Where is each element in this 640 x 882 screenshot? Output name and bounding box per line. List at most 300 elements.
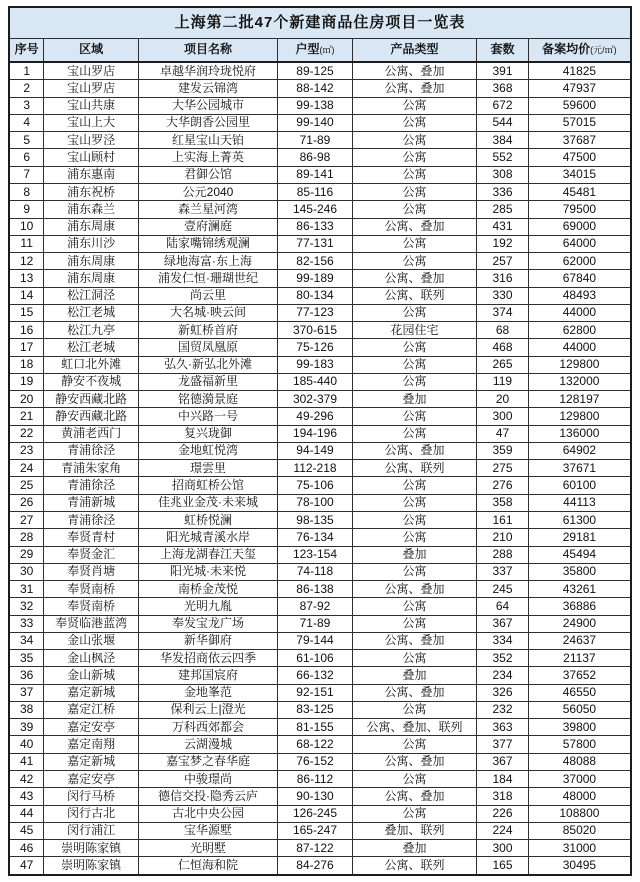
cell-unit-count: 352 <box>477 650 529 667</box>
cell-unit-area: 79-144 <box>278 632 353 649</box>
cell-unit-area: 76-134 <box>278 529 353 546</box>
cell-unit-area: 126-245 <box>278 805 353 822</box>
cell-unit-area: 89-141 <box>278 166 353 183</box>
housing-project-table-wrap <box>8 6 632 876</box>
cell-no: 19 <box>9 373 44 390</box>
cell-avg-price: 129800 <box>528 356 631 373</box>
cell-product-type: 公寓 <box>352 512 476 529</box>
cell-region: 松江老城 <box>44 339 139 356</box>
cell-unit-area: 75-106 <box>278 477 353 494</box>
table-row <box>9 477 631 494</box>
cell-unit-count: 337 <box>477 563 529 580</box>
table-row <box>9 684 631 701</box>
cell-product-type: 公寓 <box>352 304 476 321</box>
cell-unit-area: 78-100 <box>278 494 353 511</box>
cell-product-type: 公寓 <box>352 771 476 788</box>
cell-unit-count: 288 <box>477 546 529 563</box>
table-row <box>9 598 631 615</box>
cell-region: 宝山罗泾 <box>44 132 139 149</box>
cell-no: 25 <box>9 477 44 494</box>
cell-unit-count: 275 <box>477 460 529 477</box>
table-row <box>9 97 631 114</box>
cell-project-name: 阳光城青溪水岸 <box>138 529 277 546</box>
cell-unit-count: 316 <box>477 270 529 287</box>
cell-unit-count: 119 <box>477 373 529 390</box>
cell-unit-count: 384 <box>477 132 529 149</box>
cell-avg-price: 35800 <box>528 563 631 580</box>
cell-unit-area: 165-247 <box>278 822 353 839</box>
cell-no: 11 <box>9 235 44 252</box>
cell-no: 2 <box>9 80 44 97</box>
cell-region: 奉贤金汇 <box>44 546 139 563</box>
table-header-row <box>9 39 631 63</box>
cell-project-name: 上海龙湖春江天玺 <box>138 546 277 563</box>
cell-product-type: 公寓 <box>352 701 476 718</box>
cell-project-name: 龙盛福新里 <box>138 373 277 390</box>
cell-product-type: 公寓 <box>352 253 476 270</box>
table-row <box>9 235 631 252</box>
cell-product-type: 公寓、叠加 <box>352 581 476 598</box>
cell-product-type: 公寓 <box>352 373 476 390</box>
cell-unit-count: 226 <box>477 805 529 822</box>
cell-no: 6 <box>9 149 44 166</box>
cell-product-type: 公寓 <box>352 356 476 373</box>
table-row <box>9 166 631 183</box>
cell-region: 奉贤青村 <box>44 529 139 546</box>
cell-product-type: 公寓 <box>352 598 476 615</box>
cell-project-name: 浦发仁恒·珊瑚世纪 <box>138 270 277 287</box>
cell-product-type: 叠加 <box>352 667 476 684</box>
cell-unit-count: 318 <box>477 788 529 805</box>
table-row <box>9 132 631 149</box>
cell-no: 36 <box>9 667 44 684</box>
cell-region: 嘉定安亭 <box>44 719 139 736</box>
table-row <box>9 391 631 408</box>
cell-project-name: 新虹桥首府 <box>138 322 277 339</box>
cell-avg-price: 67840 <box>528 270 631 287</box>
cell-avg-price: 36886 <box>528 598 631 615</box>
cell-product-type: 公寓、叠加 <box>352 684 476 701</box>
cell-region: 金山枫泾 <box>44 650 139 667</box>
column-header-label: 备案均价 <box>542 42 591 57</box>
cell-unit-count: 363 <box>477 719 529 736</box>
cell-project-name: 新华御府 <box>138 632 277 649</box>
cell-no: 4 <box>9 114 44 131</box>
cell-project-name: 奉发宝龙广场 <box>138 615 277 632</box>
cell-no: 15 <box>9 304 44 321</box>
cell-avg-price: 37687 <box>528 132 631 149</box>
cell-no: 16 <box>9 322 44 339</box>
cell-region: 浦东森兰 <box>44 201 139 218</box>
cell-region: 奉贤临港蓝湾 <box>44 615 139 632</box>
cell-product-type: 公寓 <box>352 736 476 753</box>
table-row <box>9 218 631 235</box>
cell-region: 奉贤南桥 <box>44 581 139 598</box>
cell-no: 8 <box>9 183 44 200</box>
cell-product-type: 公寓、叠加 <box>352 270 476 287</box>
column-header-unit-count <box>477 39 529 63</box>
cell-product-type: 公寓、叠加 <box>352 788 476 805</box>
cell-product-type: 公寓 <box>352 529 476 546</box>
cell-unit-area: 68-122 <box>278 736 353 753</box>
cell-unit-count: 165 <box>477 857 529 875</box>
cell-region: 青浦徐泾 <box>44 477 139 494</box>
cell-product-type: 公寓、叠加 <box>352 632 476 649</box>
cell-region: 浦东惠南 <box>44 166 139 183</box>
cell-avg-price: 45481 <box>528 183 631 200</box>
cell-region: 静安不夜城 <box>44 373 139 390</box>
cell-unit-area: 85-116 <box>278 183 353 200</box>
table-row <box>9 494 631 511</box>
cell-unit-count: 184 <box>477 771 529 788</box>
cell-avg-price: 64902 <box>528 442 631 459</box>
cell-avg-price: 44000 <box>528 339 631 356</box>
cell-region: 奉贤肖塘 <box>44 563 139 580</box>
cell-project-name: 万科西郊都会 <box>138 719 277 736</box>
cell-unit-area: 302-379 <box>278 391 353 408</box>
cell-product-type: 公寓 <box>352 132 476 149</box>
column-header-unit-area <box>278 39 353 63</box>
cell-avg-price: 57015 <box>528 114 631 131</box>
cell-no: 33 <box>9 615 44 632</box>
cell-region: 宝山罗店 <box>44 62 139 80</box>
cell-region: 崇明陈家镇 <box>44 857 139 875</box>
cell-unit-area: 112-218 <box>278 460 353 477</box>
cell-unit-count: 330 <box>477 287 529 304</box>
cell-product-type: 公寓 <box>352 425 476 442</box>
cell-avg-price: 37000 <box>528 771 631 788</box>
cell-project-name: 公元2040 <box>138 183 277 200</box>
cell-project-name: 弘久·新弘北外滩 <box>138 356 277 373</box>
cell-no: 29 <box>9 546 44 563</box>
cell-unit-area: 86-112 <box>278 771 353 788</box>
cell-unit-count: 265 <box>477 356 529 373</box>
cell-region: 黄浦老西门 <box>44 425 139 442</box>
cell-no: 12 <box>9 253 44 270</box>
cell-avg-price: 44000 <box>528 304 631 321</box>
cell-unit-count: 192 <box>477 235 529 252</box>
cell-unit-count: 391 <box>477 62 529 80</box>
cell-product-type: 公寓、叠加 <box>352 62 476 80</box>
cell-region: 崇明陈家镇 <box>44 840 139 857</box>
cell-product-type: 公寓 <box>352 201 476 218</box>
cell-avg-price: 61300 <box>528 512 631 529</box>
cell-avg-price: 48088 <box>528 753 631 770</box>
cell-avg-price: 37671 <box>528 460 631 477</box>
cell-region: 金山张堰 <box>44 632 139 649</box>
cell-product-type: 公寓 <box>352 805 476 822</box>
table-row <box>9 701 631 718</box>
cell-region: 闵行古北 <box>44 805 139 822</box>
table-row <box>9 183 631 200</box>
table-row <box>9 788 631 805</box>
cell-no: 45 <box>9 822 44 839</box>
table-row <box>9 425 631 442</box>
cell-unit-count: 257 <box>477 253 529 270</box>
cell-project-name: 建邦国宸府 <box>138 667 277 684</box>
cell-avg-price: 69000 <box>528 218 631 235</box>
column-header-label: 户型 <box>295 42 320 57</box>
cell-unit-area: 90-130 <box>278 788 353 805</box>
cell-project-name: 君御公馆 <box>138 166 277 183</box>
cell-unit-area: 76-152 <box>278 753 353 770</box>
cell-unit-area: 185-440 <box>278 373 353 390</box>
cell-avg-price: 129800 <box>528 408 631 425</box>
cell-project-name: 虹桥悦澜 <box>138 512 277 529</box>
cell-project-name: 卓越华润玲珑悦府 <box>138 62 277 80</box>
cell-no: 27 <box>9 512 44 529</box>
table-row <box>9 857 631 875</box>
column-header-unit: (㎡) <box>319 45 335 56</box>
cell-no: 21 <box>9 408 44 425</box>
table-row <box>9 322 631 339</box>
cell-unit-count: 47 <box>477 425 529 442</box>
cell-unit-count: 672 <box>477 97 529 114</box>
cell-avg-price: 29181 <box>528 529 631 546</box>
cell-unit-area: 84-276 <box>278 857 353 875</box>
cell-unit-area: 49-296 <box>278 408 353 425</box>
cell-unit-area: 92-151 <box>278 684 353 701</box>
cell-unit-area: 81-155 <box>278 719 353 736</box>
cell-no: 10 <box>9 218 44 235</box>
cell-project-name: 光明九胤 <box>138 598 277 615</box>
cell-region: 闵行马桥 <box>44 788 139 805</box>
cell-no: 30 <box>9 563 44 580</box>
cell-region: 金山新城 <box>44 667 139 684</box>
table-row <box>9 632 631 649</box>
cell-no: 23 <box>9 442 44 459</box>
cell-avg-price: 128197 <box>528 391 631 408</box>
cell-avg-price: 47500 <box>528 149 631 166</box>
cell-unit-area: 80-134 <box>278 287 353 304</box>
cell-unit-count: 374 <box>477 304 529 321</box>
cell-unit-count: 334 <box>477 632 529 649</box>
cell-no: 46 <box>9 840 44 857</box>
cell-unit-count: 368 <box>477 80 529 97</box>
cell-avg-price: 34015 <box>528 166 631 183</box>
cell-unit-area: 145-246 <box>278 201 353 218</box>
cell-product-type: 公寓 <box>352 477 476 494</box>
cell-project-name: 壹府澜庭 <box>138 218 277 235</box>
cell-region: 浦东周康 <box>44 253 139 270</box>
cell-unit-count: 308 <box>477 166 529 183</box>
cell-product-type: 公寓 <box>352 166 476 183</box>
cell-unit-count: 336 <box>477 183 529 200</box>
cell-no: 34 <box>9 632 44 649</box>
cell-unit-count: 367 <box>477 615 529 632</box>
cell-project-name: 陆家嘴锦绣观澜 <box>138 235 277 252</box>
cell-project-name: 铭德漪景庭 <box>138 391 277 408</box>
column-header-label: 产品类型 <box>390 42 439 57</box>
cell-product-type: 公寓、联列 <box>352 857 476 875</box>
table-row <box>9 270 631 287</box>
cell-unit-area: 71-89 <box>278 132 353 149</box>
cell-region: 嘉定南翔 <box>44 736 139 753</box>
cell-project-name: 德信交投·隐秀云庐 <box>138 788 277 805</box>
cell-no: 42 <box>9 771 44 788</box>
cell-project-name: 大华公园城市 <box>138 97 277 114</box>
cell-project-name: 阳光城·未来悦 <box>138 563 277 580</box>
cell-unit-count: 358 <box>477 494 529 511</box>
cell-unit-area: 86-133 <box>278 218 353 235</box>
cell-project-name: 森兰星河湾 <box>138 201 277 218</box>
table-row <box>9 339 631 356</box>
cell-product-type: 叠加、联列 <box>352 822 476 839</box>
cell-avg-price: 44113 <box>528 494 631 511</box>
cell-project-name: 上实海上菁英 <box>138 149 277 166</box>
cell-region: 浦东祝桥 <box>44 183 139 200</box>
cell-product-type: 叠加 <box>352 546 476 563</box>
cell-unit-area: 99-140 <box>278 114 353 131</box>
cell-product-type: 公寓 <box>352 650 476 667</box>
table-row <box>9 667 631 684</box>
cell-unit-area: 370-615 <box>278 322 353 339</box>
cell-region: 宝山上大 <box>44 114 139 131</box>
cell-avg-price: 43261 <box>528 581 631 598</box>
cell-avg-price: 45494 <box>528 546 631 563</box>
cell-product-type: 公寓 <box>352 615 476 632</box>
cell-no: 47 <box>9 857 44 875</box>
table-row <box>9 460 631 477</box>
cell-project-name: 金地峯范 <box>138 684 277 701</box>
cell-product-type: 公寓 <box>352 339 476 356</box>
cell-unit-count: 210 <box>477 529 529 546</box>
cell-no: 3 <box>9 97 44 114</box>
column-header-label: 序号 <box>14 42 39 57</box>
table-row <box>9 149 631 166</box>
cell-region: 嘉定安亭 <box>44 771 139 788</box>
cell-project-name: 大名城·映云间 <box>138 304 277 321</box>
cell-unit-count: 68 <box>477 322 529 339</box>
cell-no: 43 <box>9 788 44 805</box>
cell-no: 37 <box>9 684 44 701</box>
table-row <box>9 650 631 667</box>
cell-project-name: 红星宝山天铂 <box>138 132 277 149</box>
cell-region: 闵行浦江 <box>44 822 139 839</box>
cell-no: 41 <box>9 753 44 770</box>
cell-region: 青浦徐泾 <box>44 512 139 529</box>
cell-avg-price: 24900 <box>528 615 631 632</box>
cell-product-type: 公寓 <box>352 149 476 166</box>
cell-unit-area: 74-118 <box>278 563 353 580</box>
cell-unit-area: 94-149 <box>278 442 353 459</box>
cell-unit-count: 359 <box>477 442 529 459</box>
cell-project-name: 南桥金茂悦 <box>138 581 277 598</box>
table-row <box>9 304 631 321</box>
cell-product-type: 公寓、叠加 <box>352 218 476 235</box>
cell-unit-count: 64 <box>477 598 529 615</box>
cell-region: 松江九亭 <box>44 322 139 339</box>
cell-project-name: 嘉宝梦之春华庭 <box>138 753 277 770</box>
cell-unit-area: 86-98 <box>278 149 353 166</box>
cell-no: 20 <box>9 391 44 408</box>
cell-project-name: 大华朗香公园里 <box>138 114 277 131</box>
table-row <box>9 114 631 131</box>
cell-unit-count: 234 <box>477 667 529 684</box>
cell-product-type: 叠加 <box>352 840 476 857</box>
cell-unit-count: 300 <box>477 408 529 425</box>
cell-unit-area: 66-132 <box>278 667 353 684</box>
cell-avg-price: 47937 <box>528 80 631 97</box>
cell-product-type: 公寓 <box>352 183 476 200</box>
cell-product-type: 公寓 <box>352 235 476 252</box>
cell-avg-price: 108800 <box>528 805 631 822</box>
cell-unit-area: 87-92 <box>278 598 353 615</box>
cell-no: 24 <box>9 460 44 477</box>
cell-no: 17 <box>9 339 44 356</box>
cell-no: 22 <box>9 425 44 442</box>
table-row <box>9 736 631 753</box>
cell-unit-count: 431 <box>477 218 529 235</box>
cell-no: 40 <box>9 736 44 753</box>
cell-region: 浦东川沙 <box>44 235 139 252</box>
cell-project-name: 宝华源墅 <box>138 822 277 839</box>
cell-avg-price: 56050 <box>528 701 631 718</box>
cell-unit-count: 367 <box>477 753 529 770</box>
column-header-region <box>44 39 139 63</box>
cell-region: 浦东周康 <box>44 270 139 287</box>
cell-unit-area: 99-183 <box>278 356 353 373</box>
cell-no: 26 <box>9 494 44 511</box>
cell-project-name: 建发云锦湾 <box>138 80 277 97</box>
cell-region: 浦东周康 <box>44 218 139 235</box>
cell-unit-count: 468 <box>477 339 529 356</box>
table-row <box>9 719 631 736</box>
cell-project-name: 绿地海富·东上海 <box>138 253 277 270</box>
table-row <box>9 771 631 788</box>
cell-unit-count: 552 <box>477 149 529 166</box>
cell-project-name: 云湖漫城 <box>138 736 277 753</box>
cell-unit-area: 82-156 <box>278 253 353 270</box>
table-row <box>9 529 631 546</box>
cell-avg-price: 64000 <box>528 235 631 252</box>
table-row <box>9 253 631 270</box>
cell-project-name: 中兴路一号 <box>138 408 277 425</box>
cell-unit-area: 75-126 <box>278 339 353 356</box>
cell-avg-price: 46550 <box>528 684 631 701</box>
column-header-product-type <box>352 39 476 63</box>
cell-product-type: 公寓、叠加、联列 <box>352 719 476 736</box>
cell-region: 宝山罗店 <box>44 80 139 97</box>
cell-unit-count: 544 <box>477 114 529 131</box>
cell-avg-price: 24637 <box>528 632 631 649</box>
column-header-unit: (元/㎡) <box>590 45 617 56</box>
table-row <box>9 408 631 425</box>
cell-unit-count: 285 <box>477 201 529 218</box>
cell-product-type: 公寓、叠加 <box>352 80 476 97</box>
cell-region: 松江洞泾 <box>44 287 139 304</box>
cell-avg-price: 132000 <box>528 373 631 390</box>
cell-avg-price: 59600 <box>528 97 631 114</box>
cell-region: 嘉定新城 <box>44 753 139 770</box>
cell-region: 青浦新城 <box>44 494 139 511</box>
cell-project-name: 古北中央公园 <box>138 805 277 822</box>
cell-no: 39 <box>9 719 44 736</box>
column-header-label: 套数 <box>490 42 515 57</box>
cell-region: 青浦徐泾 <box>44 442 139 459</box>
cell-project-name: 中骏璟尚 <box>138 771 277 788</box>
cell-avg-price: 21137 <box>528 650 631 667</box>
cell-no: 9 <box>9 201 44 218</box>
table-row <box>9 805 631 822</box>
table-row <box>9 753 631 770</box>
cell-avg-price: 57800 <box>528 736 631 753</box>
cell-project-name: 璟雲里 <box>138 460 277 477</box>
table-row <box>9 442 631 459</box>
cell-unit-area: 89-125 <box>278 62 353 80</box>
cell-avg-price: 62800 <box>528 322 631 339</box>
cell-no: 28 <box>9 529 44 546</box>
